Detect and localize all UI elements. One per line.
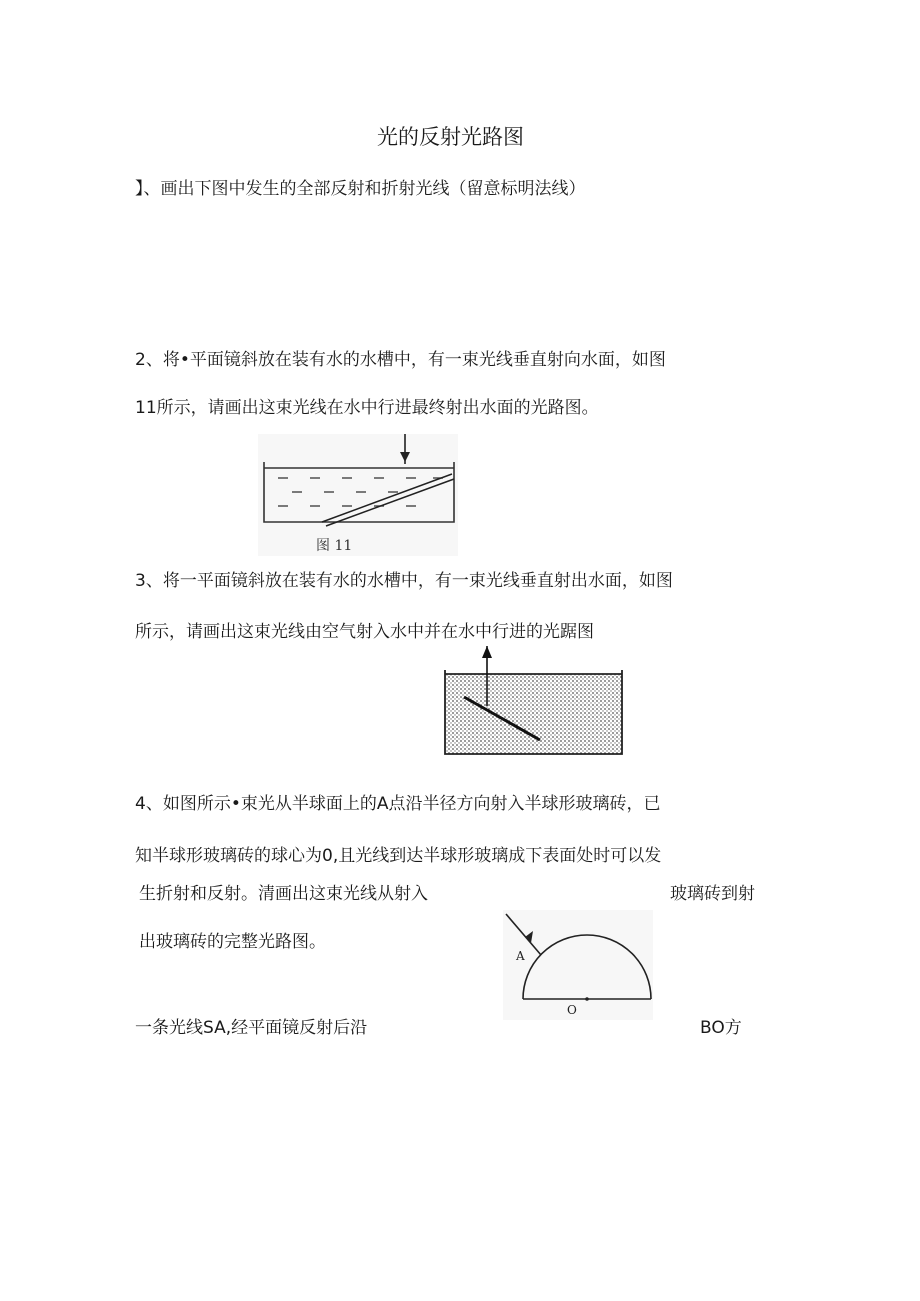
center-point-o — [585, 997, 589, 1001]
question-4-line-2: 知半球形玻璃砖的球心为0,且光线到达半球形玻璃成下表面处时可以发 — [135, 846, 662, 866]
question-5-line-1b: BO方 — [700, 1018, 742, 1038]
figure-11-water-tank — [258, 434, 458, 556]
question-4-line-4: 出玻璃砖的完整光路图。 — [139, 932, 326, 952]
figure-3-water-tank — [440, 640, 626, 758]
question-1-text: 】、画出下图中发生的全部反射和折射光线（留意标明法线） — [135, 179, 586, 199]
label-a: A — [516, 949, 525, 963]
figure-11-caption: 图 11 — [316, 538, 353, 554]
question-4-line-3a: 生折射和反射。清画出这束光线从射入 — [139, 884, 428, 904]
question-3-line-1: 3、将一平面镜斜放在装有水的水槽中，有一束光线垂直射出水面，如图 — [135, 571, 673, 591]
question-5-line-1a: 一条光线SA,经平面镜反射后沿 — [135, 1018, 368, 1038]
question-3-line-2: 所示，请画出这束光线由空气射入水中并在水中行进的光踞图 — [135, 622, 594, 642]
page-title: 光的反射光路图 — [377, 125, 524, 149]
figure-4-semicircle-glass — [503, 910, 653, 1020]
label-o: O — [567, 1003, 577, 1017]
question-4-line-1: 4、如图所示•束光从半球面上的A点沿半径方向射入半球形玻璃砖，已 — [135, 794, 661, 814]
question-4-line-3b: 玻璃砖到射 — [670, 884, 755, 904]
question-2-line-2: 11所示，请画出这束光线在水中行进最终射出水面的光路图。 — [135, 398, 599, 418]
question-2-line-1: 2、将•平面镜斜放在装有水的水槽中，有一束光线垂直射向水面，如图 — [135, 350, 666, 370]
